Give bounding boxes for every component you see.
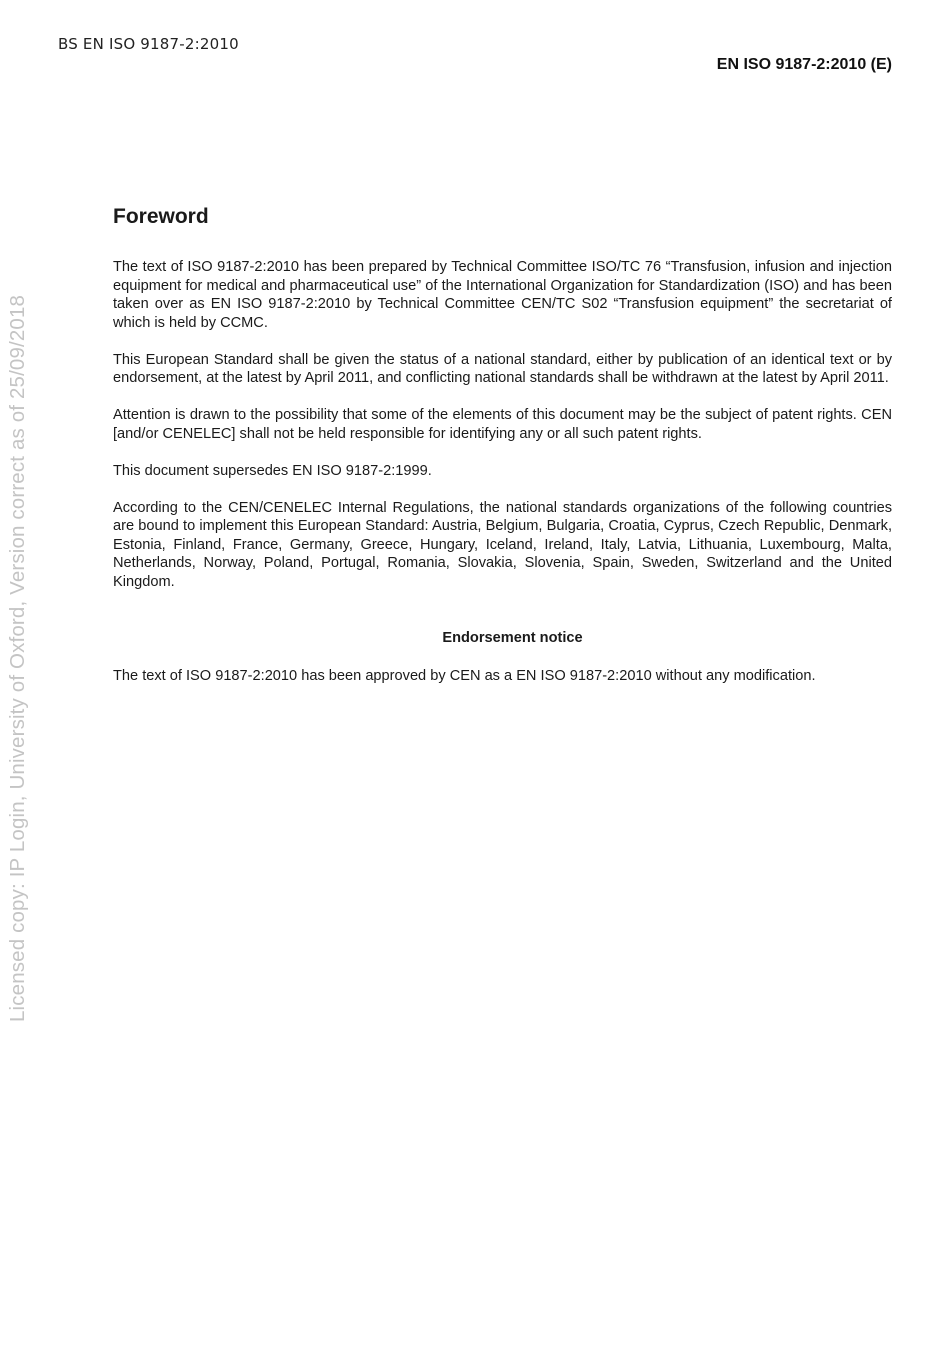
- foreword-heading: Foreword: [113, 205, 209, 228]
- document-id-left: BS EN ISO 9187-2:2010: [58, 35, 239, 53]
- foreword-paragraph-3: Attention is drawn to the possibility that some of the elements of this document may be the subject of patent rights. CEN [and/or CENELEC] shall not be held responsible for identifying any or all such patent rights.: [113, 407, 892, 442]
- document-id-right: EN ISO 9187-2:2010 (E): [716, 56, 892, 73]
- page-content: [113, 205, 892, 685]
- endorsement-text: The text of ISO 9187-2:2010 has been approved by CEN as a EN ISO 9187-2:2010 without any modification.: [113, 667, 816, 684]
- foreword-paragraph-5: According to the CEN/CENELEC Internal Regulations, the national standards organizations of the following countries are bound to implement this European Standard: Austria, Belgium, Bulgaria, Croatia, Cyprus, Czech Republic, Denmark, Estonia, Finland, France, Germany, Greece, Hungary, Iceland, Ireland, Italy, Latvia, Lithuania, Luxembourg, Malta, Netherlands, Norway, Poland, Portugal, Romania, Slovakia, Slovenia, Spain, Sweden, Switzerland and the United Kingdom.: [113, 499, 892, 590]
- license-watermark: Licensed copy: IP Login, University of Oxford, Version correct as of 25/09/2018: [6, 294, 29, 1022]
- foreword-paragraph-4: This document supersedes EN ISO 9187-2:1999.: [113, 462, 432, 479]
- endorsement-heading: Endorsement notice: [442, 630, 583, 646]
- foreword-paragraph-2: This European Standard shall be given the status of a national standard, either by publication of an identical text or by endorsement, at the latest by April 2011, and conflicting national standards shall be withdrawn at the latest by April 2011.: [113, 351, 892, 386]
- foreword-paragraph-1: The text of ISO 9187-2:2010 has been prepared by Technical Committee ISO/TC 76 “Transfusion, infusion and injection equipment for medical and pharmaceutical use” of the International Organization for Standardization (ISO) and has been taken over as EN ISO 9187-2:2010 by Technical Committee CEN/TC S02 “Transfusion equipment” the secretariat of which is held by CCMC.: [113, 259, 892, 331]
